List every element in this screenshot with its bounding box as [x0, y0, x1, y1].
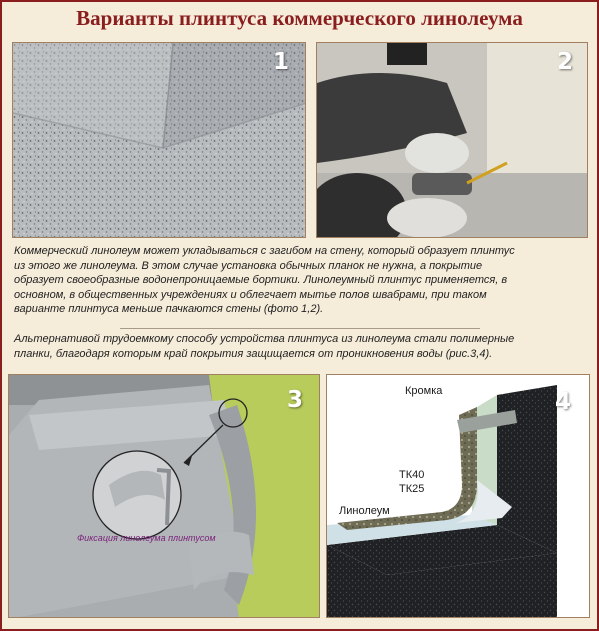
text-divider	[120, 328, 480, 329]
label-tk40: ТК40	[399, 469, 425, 481]
photo-3-caption: Фиксация линолеума плинтусом	[77, 533, 216, 543]
photo-2-number: 2	[556, 49, 573, 75]
photo-3-number: 3	[286, 387, 303, 413]
photo-4-number: 4	[554, 389, 571, 415]
paragraph-1-line: Коммерческий линолеум может укладываться с загибом на стену, который образует плинтус	[14, 245, 515, 257]
photo-2	[316, 42, 588, 238]
photo-3	[8, 374, 320, 618]
paragraph-1-line: основном, в общественных учреждениях и облегчает мытье полов швабрами, при таком	[14, 288, 487, 301]
paragraph-2-line: планки, благодаря которым край покрытия защищается от проникновения воды (рис.3,4).	[14, 347, 493, 360]
paragraph-1-line: варианте плинтуса меньше пачкаются стены (фото 1,2).	[14, 303, 324, 315]
paragraph-2-line: Альтернативой трудоемкому способу устройства плинтуса из линолеума стали полимерные	[14, 333, 515, 345]
page-title: Варианты плинтуса коммерческого линолеума	[76, 6, 523, 30]
paragraph-2	[14, 332, 586, 361]
label-edge: Кромка	[405, 385, 443, 397]
photo-1	[12, 42, 306, 238]
paragraph-1-line: образует своеобразные водонепроницаемые бортики. Линолеумный плинтус применяется, в	[14, 274, 508, 286]
photo-4	[326, 374, 590, 618]
paragraph-1-line: из этого же линолеума. В этом случае установка обычных планок не нужна, а покрытие	[14, 259, 483, 272]
label-tk25: ТК25	[399, 483, 425, 495]
photo-1-number: 1	[272, 49, 289, 75]
label-linoleum: Линолеум	[339, 505, 390, 517]
paragraph-1	[14, 244, 586, 317]
